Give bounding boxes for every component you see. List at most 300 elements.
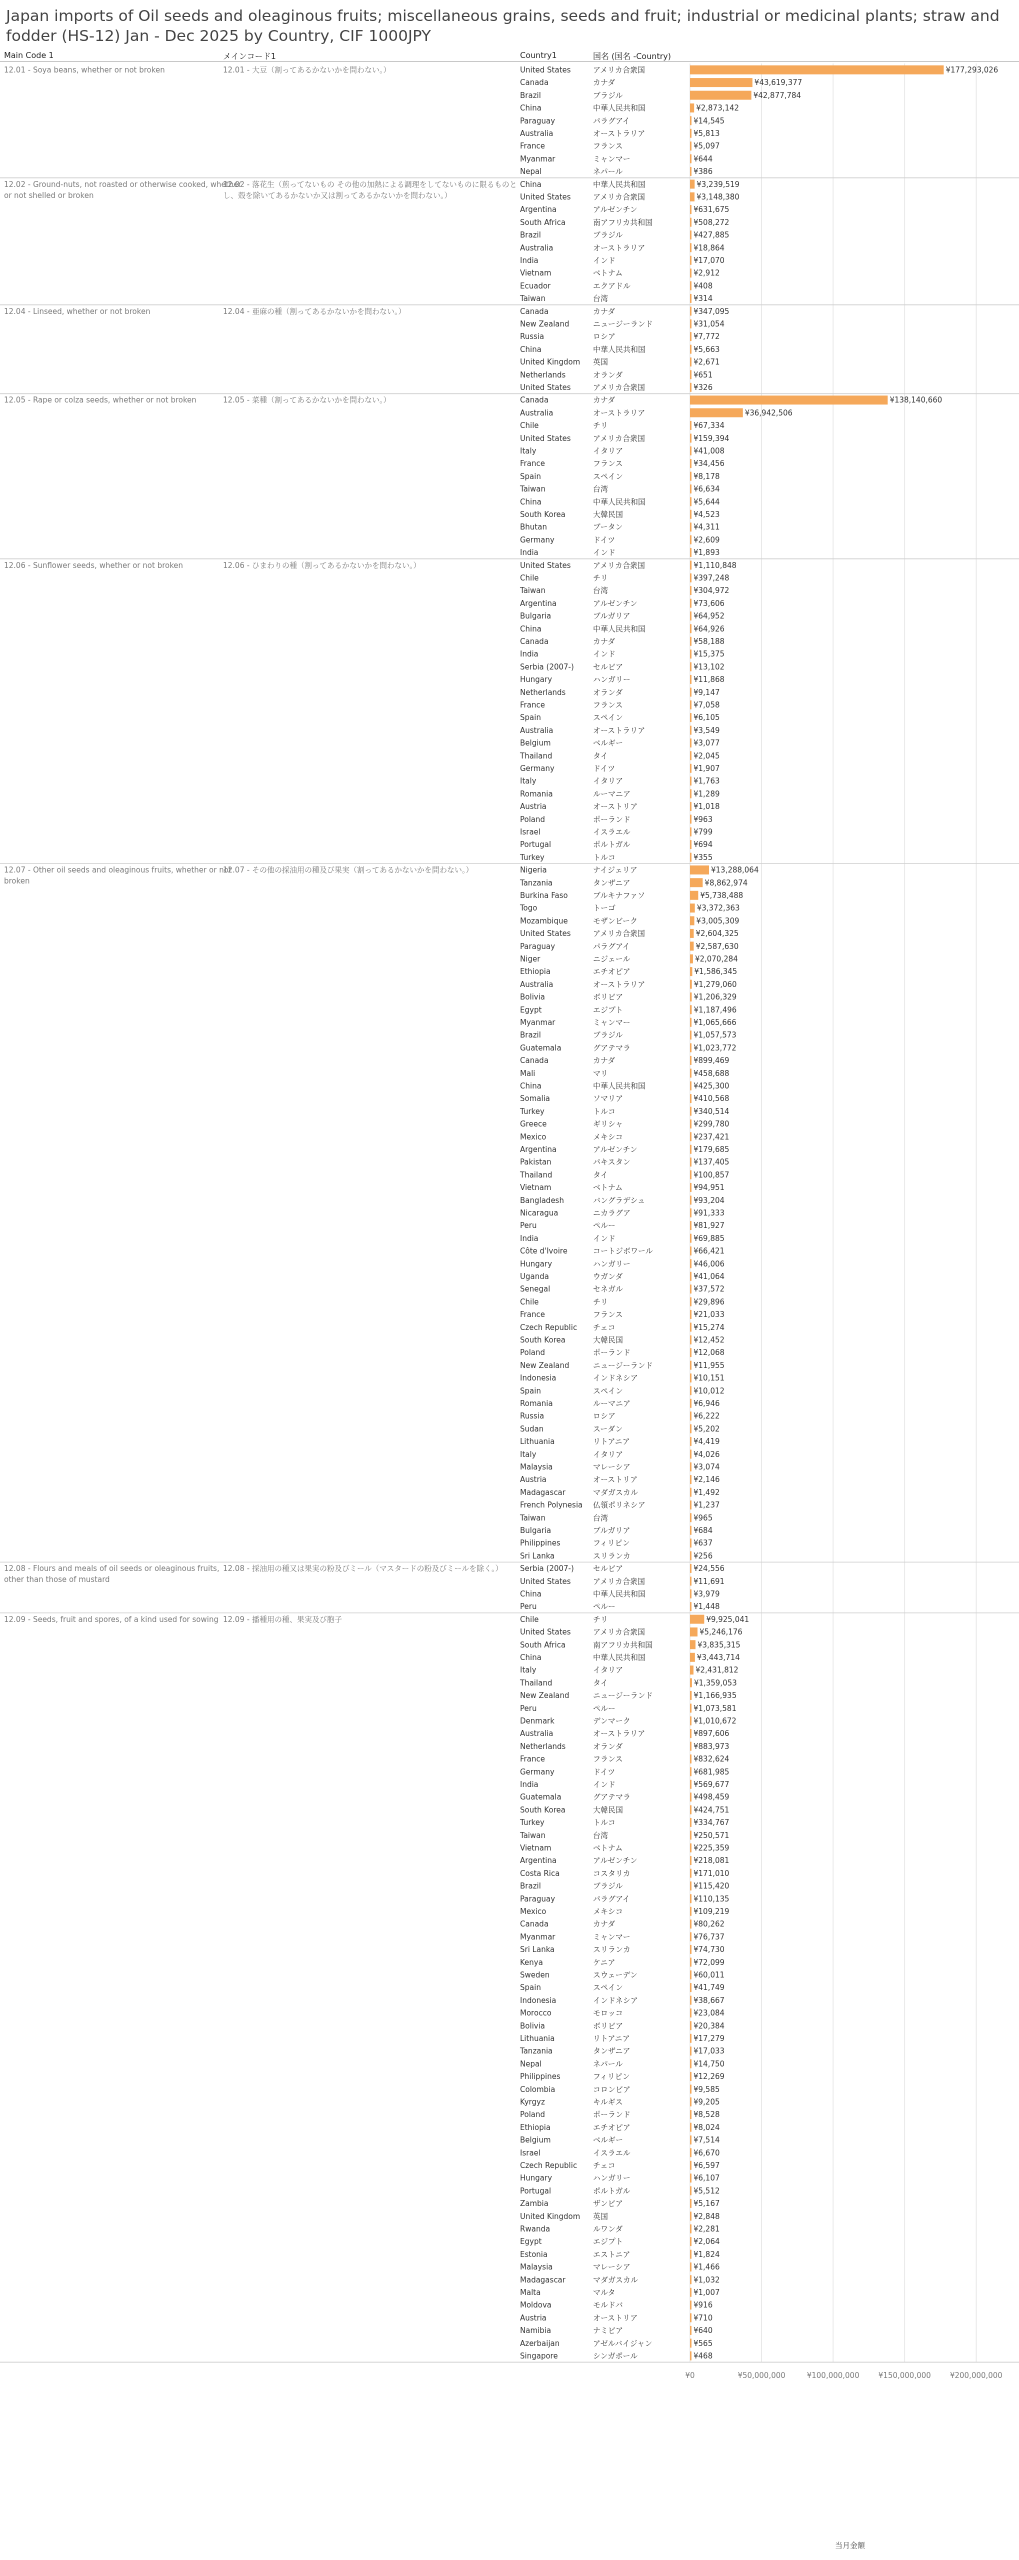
bar-value-label: ¥7,058 [693, 700, 720, 710]
bar-value-label: ¥427,885 [693, 230, 730, 240]
bar-value-label: ¥7,514 [693, 2135, 720, 2145]
country-label: Brazil [520, 90, 541, 100]
country-jp-label: ニジェール [593, 954, 631, 964]
bar-value-label: ¥10,012 [693, 1386, 725, 1396]
bar-value-label: ¥138,140,660 [889, 395, 943, 405]
country-label: Canada [520, 1056, 549, 1066]
country-jp-label: アメリカ合衆国 [593, 382, 645, 392]
bar [690, 1716, 692, 1725]
country-label: Netherlands [520, 1741, 566, 1751]
bar [690, 91, 751, 100]
country-jp-label: アメリカ合衆国 [593, 1627, 645, 1637]
bar-value-label: ¥1,893 [693, 548, 720, 558]
bar-value-label: ¥11,868 [693, 675, 725, 685]
country-label: United States [520, 560, 571, 570]
bar [690, 1475, 692, 1484]
bar [690, 294, 692, 303]
country-label: Ethiopia [520, 967, 551, 977]
bar [690, 1653, 695, 1662]
country-jp-label: モザンビーク [593, 916, 638, 926]
bar-value-label: ¥237,421 [693, 1132, 730, 1142]
country-jp-label: ギリシャ [593, 1119, 623, 1129]
country-jp-label: バングラデシュ [593, 1195, 646, 1205]
country-label: Australia [520, 979, 554, 989]
country-label: Rwanda [520, 2224, 551, 2234]
bar-value-label: ¥408 [693, 281, 713, 291]
country-jp-label: 中華人民共和国 [593, 497, 646, 507]
country-jp-label: コロンビア [593, 2084, 631, 2094]
bar [690, 2072, 692, 2081]
x-axis-title: 当月金額 [835, 2541, 865, 2550]
country-jp-label: ニュージーランド [593, 1360, 653, 1370]
bar-value-label: ¥1,187,496 [693, 1005, 737, 1015]
bar-value-label: ¥799 [693, 827, 713, 837]
country-jp-label: イスラエル [593, 827, 631, 837]
country-jp-label: 台湾 [593, 1830, 608, 1840]
country-jp-label: マレーシア [593, 1462, 631, 1472]
country-jp-label: 大韓民国 [593, 1335, 623, 1345]
bar [690, 1767, 692, 1776]
bar-value-label: ¥91,333 [693, 1208, 725, 1218]
country-jp-label: ネパール [593, 167, 623, 177]
bar-value-label: ¥250,571 [693, 1830, 730, 1840]
country-label: Canada [520, 306, 549, 316]
country-jp-label: コートジボワール [593, 1246, 653, 1256]
group-code-jp-label: 12.02 - 落花生（煎ってないもの その他の加熱による調理をしてないものに限るものと [223, 179, 517, 189]
bar-value-label: ¥46,006 [693, 1259, 725, 1269]
bar-value-label: ¥1,824 [693, 2249, 720, 2259]
bar [690, 865, 709, 874]
country-label: Germany [520, 535, 555, 545]
bar [690, 256, 692, 265]
country-jp-label: グアテマラ [593, 1043, 631, 1053]
bar-value-label: ¥2,912 [693, 268, 720, 278]
country-jp-label: カナダ [593, 78, 616, 88]
bar-value-label: ¥3,979 [693, 1589, 720, 1599]
bar [690, 2161, 692, 2170]
bar-value-label: ¥458,688 [693, 1068, 730, 1078]
country-jp-label: ミャンマー [593, 154, 631, 164]
country-jp-label: 台湾 [593, 484, 608, 494]
country-label: Peru [520, 1703, 537, 1713]
bar-value-label: ¥3,443,714 [696, 1652, 740, 1662]
bar-value-label: ¥498,459 [693, 1792, 730, 1802]
country-label: China [520, 103, 542, 113]
group-code-jp-label: 12.05 - 菜種（割ってあるかないかを問わない。） [223, 395, 391, 405]
country-jp-label: イタリア [593, 776, 623, 786]
country-jp-label: インド [593, 255, 616, 265]
country-jp-label: 台湾 [593, 1513, 608, 1523]
country-jp-label: 台湾 [593, 294, 608, 304]
group-code-label: 12.07 - Other oil seeds and oleaginous fruits, whether or not [4, 865, 232, 875]
bar-value-label: ¥8,862,974 [704, 878, 748, 888]
country-jp-label: エチオピア [593, 2122, 631, 2132]
country-label: Nepal [520, 2059, 542, 2069]
country-jp-label: オーストラリア [593, 979, 646, 989]
bar-value-label: ¥5,644 [693, 497, 720, 507]
group-code-label: or not shelled or broken [4, 190, 94, 200]
bar-value-label: ¥6,222 [693, 1411, 720, 1421]
country-jp-label: ポルトガル [593, 2186, 631, 2196]
bar [690, 230, 692, 239]
country-jp-label: 中華人民共和国 [593, 1081, 646, 1091]
country-label: Namibia [520, 2326, 552, 2336]
bar-value-label: ¥41,064 [693, 1271, 725, 1281]
bar-value-label: ¥640 [693, 2326, 713, 2336]
country-label: United Kingdom [520, 2211, 581, 2221]
country-label: Bulgaria [520, 611, 552, 621]
bar-value-label: ¥256 [693, 1551, 713, 1561]
bar-value-label: ¥3,005,309 [696, 916, 740, 926]
bar [690, 662, 692, 671]
country-label: Hungary [520, 1259, 553, 1269]
bar [690, 319, 692, 328]
country-label: Azerbaijan [520, 2338, 560, 2348]
bar [690, 954, 693, 963]
bar [690, 1399, 692, 1408]
bar [690, 434, 692, 443]
bar [690, 1285, 692, 1294]
bar [690, 1373, 692, 1382]
bar [690, 510, 692, 519]
bar-value-label: ¥1,018 [693, 802, 720, 812]
country-label: Somalia [520, 1094, 551, 1104]
bar-value-label: ¥41,008 [693, 446, 725, 456]
country-label: Bhutan [520, 522, 547, 532]
country-label: South Korea [520, 1335, 566, 1345]
country-jp-label: スペイン [593, 1386, 623, 1396]
bar [690, 2059, 692, 2068]
country-label: China [520, 624, 542, 634]
country-label: Austria [520, 802, 547, 812]
bar-value-label: ¥1,073,581 [693, 1703, 737, 1713]
country-jp-label: スウェーデン [593, 1970, 638, 1980]
header-main-code: Main Code 1 [4, 51, 54, 60]
country-jp-label: スーダン [593, 1424, 623, 1434]
bar-value-label: ¥424,751 [693, 1805, 730, 1815]
bar-value-label: ¥14,545 [693, 116, 725, 126]
country-label: India [520, 649, 539, 659]
bar [690, 738, 692, 747]
bar-value-label: ¥2,873,142 [696, 103, 740, 113]
bar-value-label: ¥9,925,041 [706, 1614, 750, 1624]
bar-value-label: ¥100,857 [693, 1170, 730, 1180]
country-label: Italy [520, 776, 537, 786]
country-label: Ecuador [520, 281, 551, 291]
bar [690, 789, 692, 798]
bar [690, 497, 692, 506]
country-jp-label: トルコ [593, 852, 616, 862]
country-label: Morocco [520, 2008, 552, 2018]
bar [690, 1031, 692, 1040]
bar [690, 827, 692, 836]
country-jp-label: メキシコ [593, 1906, 623, 1916]
country-label: Austria [520, 1475, 547, 1485]
country-jp-label: 英国 [593, 2211, 608, 2221]
bar [690, 2224, 692, 2233]
bar [690, 116, 692, 125]
bar [690, 1094, 692, 1103]
bar [690, 2199, 692, 2208]
bar [690, 840, 692, 849]
country-label: New Zealand [520, 1691, 570, 1701]
country-label: South Korea [520, 1805, 566, 1815]
bar [690, 2339, 692, 2348]
bar-value-label: ¥631,675 [693, 205, 730, 215]
country-jp-label: タンザニア [593, 2046, 631, 2056]
bar [690, 218, 692, 227]
bar-value-label: ¥37,572 [693, 1284, 725, 1294]
country-jp-label: インドネシア [593, 1995, 638, 2005]
country-label: Indonesia [520, 1373, 557, 1383]
country-label: Taiwan [520, 1513, 546, 1523]
country-label: Lithuania [520, 1437, 555, 1447]
country-jp-label: 中華人民共和国 [593, 1652, 646, 1662]
country-label: Thailand [520, 751, 553, 761]
bar-value-label: ¥58,188 [693, 636, 725, 646]
bar-value-label: ¥21,033 [693, 1310, 725, 1320]
bar [690, 916, 694, 925]
bar-value-label: ¥10,151 [693, 1373, 725, 1383]
country-label: Portugal [520, 840, 552, 850]
country-jp-label: タイ [593, 1170, 608, 1180]
country-jp-label: ドイツ [593, 535, 616, 545]
country-jp-label: セネガル [593, 1284, 623, 1294]
bar-value-label: ¥64,926 [693, 624, 725, 634]
bar-value-label: ¥20,384 [693, 2021, 725, 2031]
country-jp-label: トルコ [593, 1106, 616, 1116]
country-jp-label: コスタリカ [593, 1868, 631, 1878]
country-label: Pakistan [520, 1157, 552, 1167]
bar [690, 967, 692, 976]
bar [690, 561, 692, 570]
country-label: Malta [520, 2287, 541, 2297]
country-label: France [520, 700, 545, 710]
bar [690, 1831, 692, 1840]
country-jp-label: ネパール [593, 2059, 623, 2069]
bar-value-label: ¥109,219 [693, 1906, 730, 1916]
country-jp-label: ハンガリー [593, 675, 631, 685]
bar [690, 2047, 692, 2056]
bar [690, 904, 695, 913]
country-jp-label: カナダ [593, 395, 616, 405]
bar [690, 891, 698, 900]
bar [690, 154, 692, 163]
country-jp-label: ブラジル [593, 1881, 623, 1891]
bar-value-label: ¥347,095 [693, 306, 730, 316]
bar-value-label: ¥14,750 [693, 2059, 725, 2069]
bar-value-label: ¥1,907 [693, 763, 720, 773]
country-label: Costa Rica [520, 1868, 560, 1878]
group-code-label: 12.04 - Linseed, whether or not broken [4, 306, 151, 316]
country-label: Vietnam [520, 1843, 552, 1853]
bar-value-label: ¥883,973 [693, 1741, 730, 1751]
country-jp-label: モルドバ [593, 2300, 623, 2310]
bar [690, 1323, 692, 1332]
country-jp-label: イスラエル [593, 2148, 631, 2158]
bar-value-label: ¥60,011 [693, 1970, 725, 1980]
bar-value-label: ¥397,248 [693, 573, 730, 583]
bar-value-label: ¥17,033 [693, 2046, 725, 2056]
group-code-label: 12.06 - Sunflower seeds, whether or not broken [4, 560, 184, 570]
country-label: United States [520, 192, 571, 202]
bar-value-label: ¥18,864 [693, 243, 725, 253]
country-jp-label: マルタ [593, 2287, 616, 2297]
bar-value-label: ¥5,738,488 [700, 890, 744, 900]
bar [690, 1056, 692, 1065]
country-label: Kenya [520, 1957, 543, 1967]
country-label: Tanzania [520, 2046, 553, 2056]
country-label: South Korea [520, 509, 566, 519]
country-jp-label: エジプト [593, 2237, 623, 2247]
bar [690, 357, 692, 366]
bar-value-label: ¥965 [693, 1513, 713, 1523]
bar [690, 1081, 692, 1090]
bar-value-label: ¥340,514 [693, 1106, 730, 1116]
bar-value-label: ¥1,166,935 [693, 1691, 737, 1701]
bar-value-label: ¥76,737 [693, 1932, 725, 1942]
bar [690, 2123, 692, 2132]
country-label: Canada [520, 395, 549, 405]
bar-value-label: ¥3,372,363 [696, 903, 740, 913]
country-jp-label: ブルガリア [593, 1525, 631, 1535]
bar-value-label: ¥1,237 [693, 1500, 720, 1510]
country-label: Portugal [520, 2186, 552, 2196]
country-jp-label: ブラジル [593, 90, 623, 100]
country-label: Taiwan [520, 294, 546, 304]
bar [690, 65, 944, 74]
country-label: Bolivia [520, 992, 546, 1002]
country-jp-label: メキシコ [593, 1132, 623, 1142]
country-jp-label: 中華人民共和国 [593, 344, 646, 354]
header-country: Country1 [520, 51, 557, 60]
bar-value-label: ¥12,269 [693, 2072, 725, 2082]
country-label: Poland [520, 2110, 546, 2120]
country-jp-label: ハンガリー [593, 2173, 631, 2183]
country-jp-label: ルワンダ [593, 2224, 623, 2234]
country-jp-label: エジプト [593, 1005, 623, 1015]
country-jp-label: インド [593, 1233, 616, 1243]
country-jp-label: ベルギー [593, 738, 623, 748]
bar [690, 1704, 692, 1713]
bar [690, 611, 692, 620]
country-jp-label: 中華人民共和国 [593, 103, 646, 113]
bar-value-label: ¥4,026 [693, 1449, 720, 1459]
country-jp-label: イタリア [593, 1449, 623, 1459]
country-label: China [520, 497, 542, 507]
bar-value-label: ¥12,452 [693, 1335, 725, 1345]
country-label: Bangladesh [520, 1195, 564, 1205]
bar-value-label: ¥17,070 [693, 255, 725, 265]
country-label: Vietnam [520, 268, 552, 278]
bar-value-label: ¥304,972 [693, 586, 730, 596]
country-jp-label: セルビア [593, 662, 623, 672]
country-label: United States [520, 929, 571, 939]
country-jp-label: デンマーク [593, 1716, 631, 1726]
bar [690, 1818, 692, 1827]
bar [690, 205, 692, 214]
country-jp-label: チェコ [593, 1322, 616, 1332]
country-jp-label: オーストラリア [593, 1729, 646, 1739]
bar [690, 573, 692, 582]
country-label: Peru [520, 1602, 537, 1612]
bar [690, 637, 692, 646]
bar [690, 1805, 692, 1814]
bar-value-label: ¥218,081 [693, 1856, 730, 1866]
country-jp-label: マダガスカル [593, 2275, 638, 2285]
country-label: Uganda [520, 1271, 549, 1281]
bar-value-label: ¥137,405 [693, 1157, 730, 1167]
bar-value-label: ¥2,045 [693, 751, 720, 761]
bar-value-label: ¥963 [693, 814, 713, 824]
bar [690, 1780, 692, 1789]
country-jp-label: ポルトガル [593, 840, 631, 850]
bar [690, 1348, 692, 1357]
bar-value-label: ¥386 [693, 167, 713, 177]
bar [690, 1043, 692, 1052]
country-label: Moldova [520, 2300, 552, 2310]
country-label: Paraguay [520, 941, 556, 951]
bar [690, 713, 692, 722]
country-jp-label: ドイツ [593, 763, 616, 773]
bar-value-label: ¥1,057,573 [693, 1030, 737, 1040]
country-jp-label: タイ [593, 751, 608, 761]
country-jp-label: タンザニア [593, 878, 631, 888]
country-label: Poland [520, 1348, 546, 1358]
country-jp-label: 南アフリカ共和国 [593, 1640, 653, 1650]
country-label: Taiwan [520, 586, 546, 596]
country-label: Philippines [520, 2072, 561, 2082]
bar-value-label: ¥6,597 [693, 2160, 720, 2170]
group-code-label: broken [4, 876, 30, 886]
bar [690, 1450, 692, 1459]
bar [690, 1793, 692, 1802]
bar [690, 2186, 692, 2195]
country-jp-label: 英国 [593, 357, 608, 367]
group-code-jp-label: 12.08 - 採油用の種又は果実の粉及びミール（マスタードの粉及びミールを除く。） [223, 1564, 503, 1574]
bar-value-label: ¥899,469 [693, 1056, 730, 1066]
country-label: China [520, 1081, 542, 1091]
country-jp-label: フィリピン [593, 2072, 630, 2082]
bar [690, 2034, 692, 2043]
country-label: Tanzania [520, 878, 553, 888]
country-label: Romania [520, 1398, 553, 1408]
bar-value-label: ¥11,955 [693, 1360, 725, 1370]
country-label: Belgium [520, 738, 551, 748]
country-label: Malaysia [520, 2262, 553, 2272]
country-label: Nepal [520, 167, 542, 177]
bar-value-label: ¥2,609 [693, 535, 720, 545]
country-label: Guatemala [520, 1792, 562, 1802]
country-label: France [520, 1310, 545, 1320]
bar [690, 1145, 692, 1154]
bar-value-label: ¥1,023,772 [693, 1043, 737, 1053]
country-jp-label: フランス [593, 1754, 623, 1764]
country-label: Madagascar [520, 1487, 566, 1497]
bar [690, 307, 692, 316]
group-code-label: other than those of mustard [4, 1575, 110, 1585]
x-tick-label: ¥100,000,000 [806, 2371, 860, 2381]
bar [690, 1729, 692, 1738]
bar [690, 103, 694, 112]
group-code-label: 12.05 - Rape or colza seeds, whether or not broken [4, 395, 197, 405]
bar [690, 1018, 692, 1027]
country-label: Russia [520, 1411, 545, 1421]
country-label: Greece [520, 1119, 547, 1129]
bar-value-label: ¥12,068 [693, 1348, 725, 1358]
country-label: Turkey [520, 852, 545, 862]
bar [690, 2085, 692, 2094]
